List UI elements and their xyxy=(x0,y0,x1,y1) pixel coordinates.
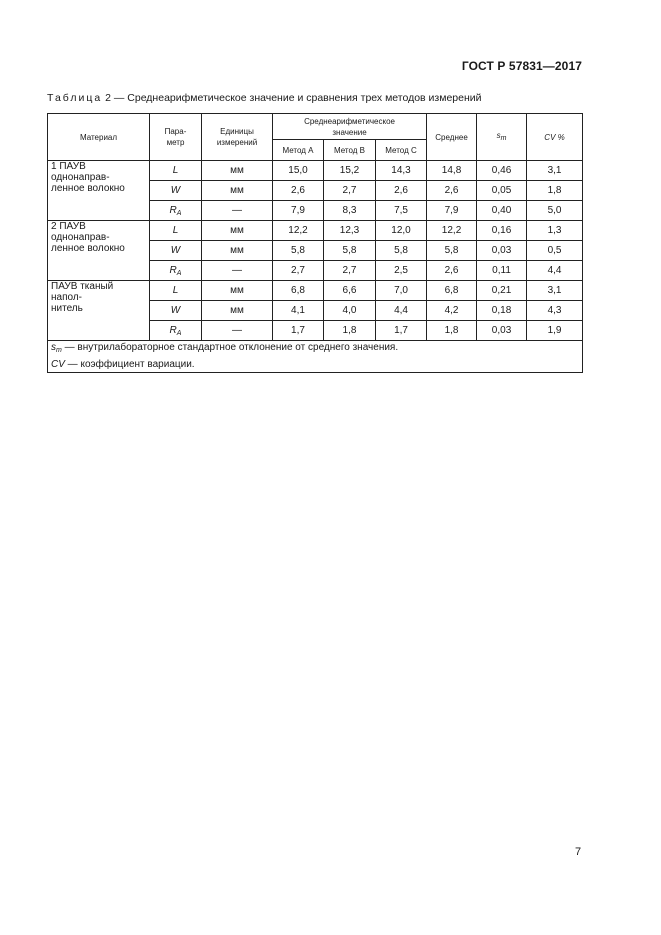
value-sm-cell: 0,18 xyxy=(477,301,527,321)
value-sm-cell: 0,40 xyxy=(477,201,527,221)
value-c-cell: 7,0 xyxy=(376,281,427,301)
value-sm-cell: 0,16 xyxy=(477,221,527,241)
param-cell xyxy=(150,281,202,301)
standard-code: ГОСТ Р 57831—2017 xyxy=(461,59,582,73)
value-avg-cell: 2,6 xyxy=(427,181,477,201)
value-c-cell: 14,3 xyxy=(376,161,427,181)
value-c-cell: 12,0 xyxy=(376,221,427,241)
note-sm xyxy=(51,341,579,358)
value-b-cell: 15,2 xyxy=(324,161,376,181)
param-symbol: R xyxy=(169,204,177,216)
value-a-cell: 7,9 xyxy=(273,201,324,221)
note-cv xyxy=(51,358,579,372)
col-param-l2: метр xyxy=(166,138,185,147)
param-cell xyxy=(150,261,202,281)
header-row-1 xyxy=(48,114,583,140)
value-a-cell: 4,1 xyxy=(273,301,324,321)
value-b-cell: 6,6 xyxy=(324,281,376,301)
caption-lead: Таблица xyxy=(47,92,103,104)
value-sm-cell: 0,11 xyxy=(477,261,527,281)
material-name xyxy=(48,221,150,281)
table-body xyxy=(48,161,583,341)
col-units-l2: измерений xyxy=(216,138,258,147)
value-cv-cell: 0,5 xyxy=(527,241,583,261)
param-cell xyxy=(150,161,202,181)
note-cv-text: — коэффициент вариации. xyxy=(64,359,195,370)
unit-cell: мм xyxy=(202,181,273,201)
param-cell xyxy=(150,321,202,341)
value-b-cell: 5,8 xyxy=(324,241,376,261)
value-a-cell: 5,8 xyxy=(273,241,324,261)
param-symbol: R xyxy=(169,324,177,336)
value-avg-cell: 2,6 xyxy=(427,261,477,281)
col-sm xyxy=(477,114,527,161)
value-a-cell: 2,7 xyxy=(273,261,324,281)
col-average: Среднее xyxy=(427,114,477,161)
page-number: 7 xyxy=(575,846,582,858)
value-sm-cell: 0,05 xyxy=(477,181,527,201)
col-method-c: Метод С xyxy=(376,140,427,161)
value-cv-cell: 3,1 xyxy=(527,281,583,301)
value-avg-cell: 12,2 xyxy=(427,221,477,241)
col-cv: CV % xyxy=(527,114,583,161)
unit-cell: мм xyxy=(202,161,273,181)
material-name xyxy=(48,281,150,341)
table-row xyxy=(48,161,583,181)
value-cv-cell: 1,3 xyxy=(527,221,583,241)
material-name-l1: 2 ПАУВ однонапрaв- xyxy=(51,221,110,243)
col-sm-sub: m xyxy=(500,135,507,142)
param-symbol: R xyxy=(169,264,177,276)
unit-cell: мм xyxy=(202,221,273,241)
material-name xyxy=(48,161,150,221)
unit-cell: — xyxy=(202,321,273,341)
value-sm-cell: 0,03 xyxy=(477,321,527,341)
value-c-cell: 4,4 xyxy=(376,301,427,321)
value-c-cell: 7,5 xyxy=(376,201,427,221)
param-symbol: W xyxy=(170,184,181,196)
col-mean-l1: Среднеарифметическое xyxy=(304,116,395,126)
value-c-cell: 5,8 xyxy=(376,241,427,261)
value-a-cell: 6,8 xyxy=(273,281,324,301)
value-c-cell: 1,7 xyxy=(376,321,427,341)
value-cv-cell: 1,9 xyxy=(527,321,583,341)
value-avg-cell: 7,9 xyxy=(427,201,477,221)
value-cv-cell: 4,3 xyxy=(527,301,583,321)
value-avg-cell: 6,8 xyxy=(427,281,477,301)
param-subscript: A xyxy=(176,209,182,217)
value-cv-cell: 3,1 xyxy=(527,161,583,181)
value-sm-cell: 0,46 xyxy=(477,161,527,181)
material-name-l1: ПАУВ тканый напол- xyxy=(51,281,114,303)
value-a-cell: 1,7 xyxy=(273,321,324,341)
material-name-l1: 1 ПАУВ однонапрaв- xyxy=(51,161,110,183)
value-cv-cell: 5,0 xyxy=(527,201,583,221)
value-avg-cell: 1,8 xyxy=(427,321,477,341)
value-avg-cell: 5,8 xyxy=(427,241,477,261)
unit-cell: — xyxy=(202,261,273,281)
unit-cell: мм xyxy=(202,241,273,261)
value-sm-cell: 0,21 xyxy=(477,281,527,301)
param-cell xyxy=(150,221,202,241)
value-b-cell: 12,3 xyxy=(324,221,376,241)
param-symbol: L xyxy=(172,224,179,236)
param-cell xyxy=(150,201,202,221)
col-mean-l2: значение xyxy=(332,127,367,137)
param-subscript: A xyxy=(176,329,182,337)
material-name-l2: ленное волокно xyxy=(51,243,125,254)
unit-cell: мм xyxy=(202,281,273,301)
col-method-b: Метод В xyxy=(324,140,376,161)
results-table xyxy=(47,113,583,373)
value-a-cell: 2,6 xyxy=(273,181,324,201)
param-cell xyxy=(150,181,202,201)
caption-text: — Среднеарифметическое значение и сравнения трех методов измерений xyxy=(110,92,482,104)
col-mean-group xyxy=(273,114,427,140)
value-a-cell: 15,0 xyxy=(273,161,324,181)
col-param xyxy=(150,114,202,161)
value-c-cell: 2,5 xyxy=(376,261,427,281)
value-b-cell: 8,3 xyxy=(324,201,376,221)
material-name-l2: ленное волокно xyxy=(51,183,125,194)
value-avg-cell: 4,2 xyxy=(427,301,477,321)
table-caption xyxy=(47,92,482,104)
unit-cell: мм xyxy=(202,301,273,321)
value-b-cell: 1,8 xyxy=(324,321,376,341)
value-cv-cell: 1,8 xyxy=(527,181,583,201)
col-material: Материал xyxy=(48,114,150,161)
col-units-l1: Единицы xyxy=(220,127,254,136)
param-subscript: A xyxy=(176,269,182,277)
col-method-a: Метод А xyxy=(273,140,324,161)
value-b-cell: 4,0 xyxy=(324,301,376,321)
table-row xyxy=(48,281,583,301)
value-a-cell: 12,2 xyxy=(273,221,324,241)
note-sm-sub: m xyxy=(56,347,62,354)
value-b-cell: 2,7 xyxy=(324,181,376,201)
value-b-cell: 2,7 xyxy=(324,261,376,281)
col-param-l1: Пара- xyxy=(164,127,187,136)
value-avg-cell: 14,8 xyxy=(427,161,477,181)
notes-row xyxy=(48,341,583,373)
col-sm-base: s xyxy=(496,131,501,140)
param-cell xyxy=(150,241,202,261)
unit-cell: — xyxy=(202,201,273,221)
param-symbol: L xyxy=(172,284,179,296)
notes-cell xyxy=(48,341,583,373)
table-row xyxy=(48,221,583,241)
value-c-cell: 2,6 xyxy=(376,181,427,201)
col-units xyxy=(202,114,273,161)
param-cell xyxy=(150,301,202,321)
param-symbol: W xyxy=(170,244,181,256)
note-sm-text: — внутрилабораторное стандартное отклонение от среднего значения. xyxy=(61,342,399,353)
note-sm-base: s xyxy=(51,342,56,353)
material-name-l2: нитель xyxy=(51,303,83,314)
value-cv-cell: 4,4 xyxy=(527,261,583,281)
note-cv-symbol: CV xyxy=(51,359,65,370)
value-sm-cell: 0,03 xyxy=(477,241,527,261)
param-symbol: L xyxy=(172,164,179,176)
param-symbol: W xyxy=(170,304,181,316)
caption-number: 2 xyxy=(105,92,111,104)
